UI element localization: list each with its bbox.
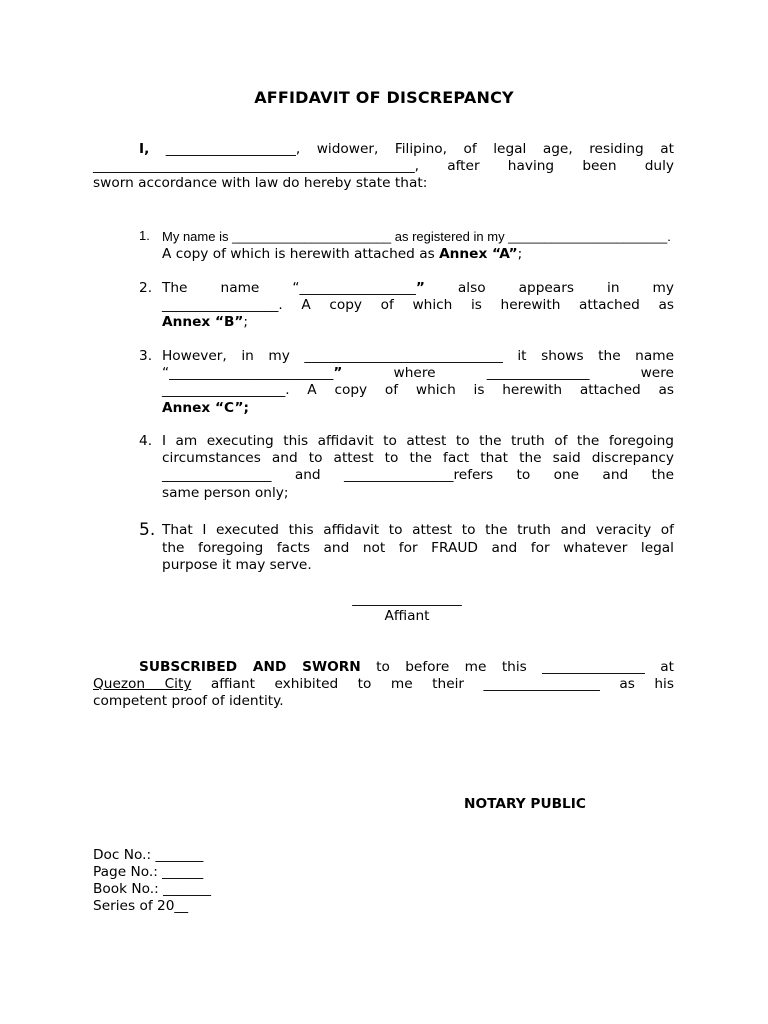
notarial-record [93, 847, 211, 915]
item-3-word-were: were [640, 365, 674, 382]
item-2-line-2: _________________. A copy of which is herewith attached as [162, 297, 674, 314]
item-2-word-name: name [220, 280, 260, 296]
item-5-line-1: That I executed this affidavit to attest to the truth and veracity of [162, 522, 674, 538]
item-2-line-3-end: ; [243, 314, 249, 331]
item-1-number: 1. [139, 228, 150, 243]
intro-paragraph [93, 141, 674, 193]
item-2-word-appears: appears [518, 280, 574, 296]
intro-line-1 [93, 141, 674, 158]
item-2-word-in: in [607, 280, 620, 296]
item-2-number: 2. [139, 280, 153, 296]
item-2 [162, 280, 674, 332]
item-1-line-2 [162, 246, 702, 263]
item-5-line-3: purpose it may serve. [162, 557, 312, 574]
item-4-line-4: same person only; [162, 484, 289, 501]
item-3-number: 3. [139, 348, 153, 364]
item-5-line-2: the foregoing facts and not for FRAUD and for whatever legal [162, 540, 674, 557]
affiant-block [322, 591, 492, 625]
item-2-quote-close: ” [415, 280, 425, 296]
document-title: AFFIDAVIT OF DISCREPANCY [254, 88, 514, 107]
item-3-blank: _______________ [486, 365, 590, 382]
intro-line-1-text: ___________________, widower, Filipino, of legal age, residing at [149, 141, 674, 157]
item-3-quoted-blank [162, 365, 342, 382]
annex-a: Annex “A” [439, 246, 518, 263]
jurat-line-1 [93, 659, 674, 676]
item-2-quoted-blank [292, 280, 424, 297]
item-3-line-1: However, in my _____________________________ it shows the name [162, 348, 674, 364]
doc-no: Doc No.: _______ [93, 847, 204, 863]
item-1-line-1: My name is ______________________ as registered in my ______________________. [162, 229, 671, 244]
item-2-line-1 [162, 280, 674, 297]
annex-b: Annex “B” [162, 314, 244, 331]
item-1 [162, 228, 702, 263]
item-2-line-3 [162, 314, 674, 331]
jurat-paragraph [93, 659, 674, 711]
notary-public-label: NOTARY PUBLIC [464, 796, 586, 812]
item-3-line-3: __________________. A copy of which is herewith attached as [162, 382, 674, 399]
item-3 [162, 348, 674, 417]
jurat-place: Quezon City [93, 676, 192, 693]
item-5 [162, 522, 674, 575]
item-1-line-2-end: ; [517, 246, 523, 263]
affiant-signature-line: ________________ [352, 591, 462, 607]
item-1-line-2-text: A copy of which is herewith attached as [162, 246, 440, 263]
annex-c: Annex “C”; [162, 399, 249, 416]
jurat-line-1-text: to before me this _______________ at [360, 659, 674, 675]
book-no: Book No.: _______ [93, 881, 212, 897]
item-2-quote-open: “_________________ [292, 280, 416, 296]
item-4-line-3: ________________ and ________________refers to one and the [162, 467, 674, 484]
item-5-number: 5. [139, 520, 156, 540]
jurat-line-2 [93, 676, 674, 693]
item-3-line-2 [162, 365, 674, 382]
item-4-line-2: circumstances and to attest to the fact that the said discrepancy [162, 450, 674, 467]
page-no: Page No.: ______ [93, 864, 204, 880]
intro-line-2: _______________________________________________, after having been duly [93, 158, 674, 175]
item-4-line-1: I am executing this affidavit to attest to the truth of the foregoing [162, 433, 674, 449]
jurat-line-3: competent proof of identity. [93, 693, 284, 710]
jurat-line-2-text: affiant exhibited to me their _________________ as his [191, 676, 674, 693]
item-4 [162, 433, 674, 502]
item-3-quote-close: ” [333, 365, 343, 382]
affiant-label: Affiant [384, 608, 430, 625]
item-3-quote-open: “________________________ [162, 365, 334, 382]
series-of: Series of 20__ [93, 898, 189, 914]
jurat-bold-heading: SUBSCRIBED AND SWORN [139, 659, 361, 675]
intro-line-3: sworn accordance with law do hereby state that: [93, 175, 428, 192]
item-2-word-the: The [162, 280, 188, 296]
item-4-number: 4. [139, 433, 153, 449]
item-3-word-where: where [393, 365, 436, 382]
item-2-word-my: my [652, 280, 674, 296]
intro-lead: I, [139, 141, 150, 157]
item-2-word-also: also [457, 280, 486, 296]
